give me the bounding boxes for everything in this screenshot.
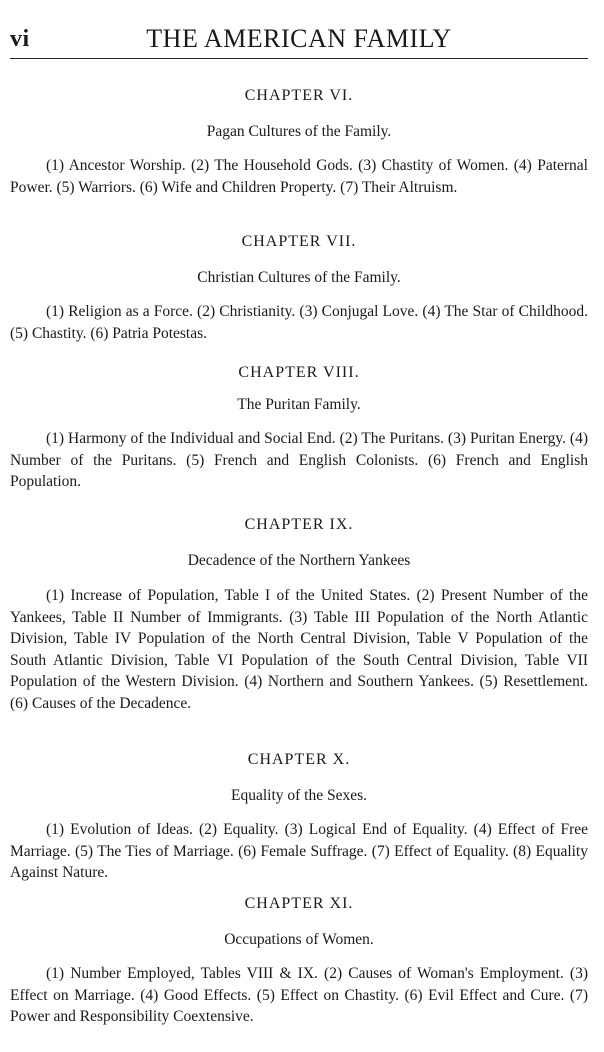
running-head: [10, 0, 588, 59]
chapter-section: [10, 232, 588, 344]
book-title: THE AMERICAN FAMILY: [146, 24, 452, 53]
chapter-contents: (1) Religion as a Force. (2) Christianity. (3) Conjugal Love. (4) The Star of Childhood. (5) Chastity. (6) Patria Potestas.: [10, 303, 588, 342]
book-page: [10, 0, 588, 1052]
chapter-heading: CHAPTER X.: [247, 751, 351, 768]
chapter-contents: (1) Evolution of Ideas. (2) Equality. (3) Logical End of Equality. (4) Effect of Free Marriage. (5) The Ties of Marriage. (6) Female Suffrage. (7) Effect of Equality. (8) Equality Against Nature.: [10, 821, 588, 881]
page-number: vi: [10, 26, 30, 52]
chapter-contents: (1) Increase of Population, Table I of the United States. (2) Present Number of the Yankees, Table II Number of Immigrants. (3) Table III Population of the North Atlantic Division, Table IV Population of the North Central Division, Table V Population of the South Atlantic Division, Table VI Population of the South Central Division, Table VII Population of the Western Division. (4) Northern and Southern Yankees. (5) Resettlement. (6) Causes of the Decadence.: [10, 587, 588, 712]
chapter-heading: CHAPTER IX.: [244, 516, 354, 533]
chapter-title: Equality of the Sexes.: [230, 787, 368, 804]
chapter-contents: (1) Ancestor Worship. (2) The Household Gods. (3) Chastity of Women. (4) Paternal Power. (5) Warriors. (6) Wife and Children Property. (7) Their Altruism.: [10, 157, 588, 196]
chapter-section: [10, 86, 588, 198]
chapter-title: The Puritan Family.: [237, 396, 361, 413]
chapter-section: [10, 894, 588, 1028]
chapter-title: Decadence of the Northern Yankees: [187, 552, 411, 569]
chapter-title: Occupations of Women.: [224, 931, 374, 948]
chapter-heading: CHAPTER VII.: [241, 233, 357, 250]
chapter-heading: CHAPTER VI.: [244, 87, 354, 104]
chapter-contents: (1) Harmony of the Individual and Social End. (2) The Puritans. (3) Puritan Energy. (4) Number of the Puritans. (5) French and English Colonists. (6) French and English Population.: [10, 430, 588, 490]
chapter-section: [10, 515, 588, 714]
chapter-section: [10, 750, 588, 884]
chapter-section: [10, 363, 588, 493]
chapter-title: Pagan Cultures of the Family.: [206, 123, 392, 140]
chapter-title: Christian Cultures of the Family.: [197, 269, 401, 286]
chapter-heading: CHAPTER XI.: [244, 895, 354, 912]
chapter-contents: (1) Number Employed, Tables VIII & IX. (2) Causes of Woman's Employment. (3) Effect on Marriage. (4) Good Effects. (5) Effect on Chastity. (6) Evil Effect and Cure. (7) Power and Responsibility Coextensive.: [10, 965, 588, 1025]
chapter-heading: CHAPTER VIII.: [238, 364, 360, 381]
